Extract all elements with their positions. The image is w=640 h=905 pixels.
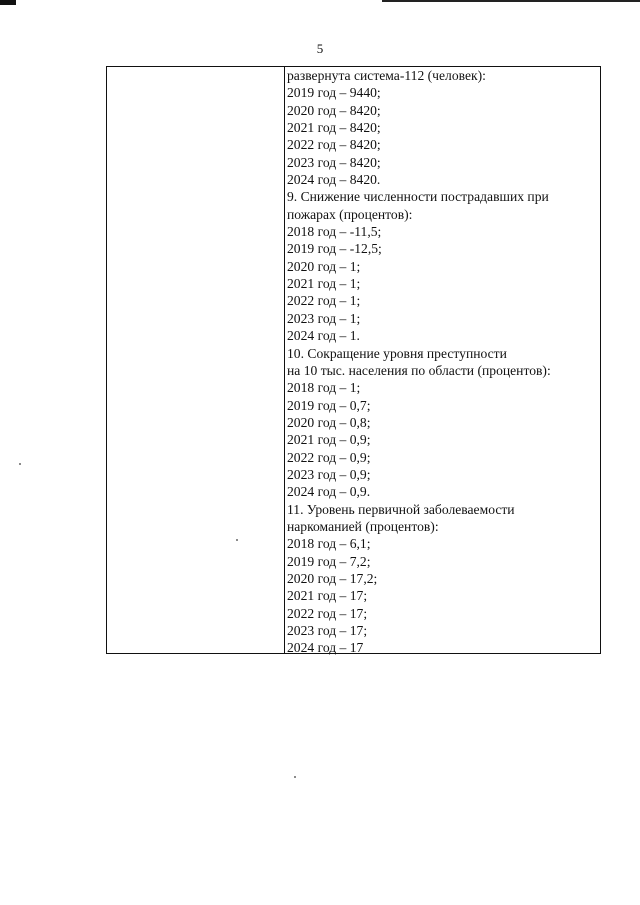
table-text-line: 2023 год – 8420; <box>287 154 381 170</box>
scan-speck <box>236 539 238 541</box>
table-text-line: 2022 год – 0,9; <box>287 449 371 465</box>
table-column-divider <box>284 67 285 653</box>
table-text-line: 2023 год – 1; <box>287 310 361 326</box>
table-text-line: 2022 год – 8420; <box>287 137 381 153</box>
scan-speck <box>19 463 21 465</box>
table-text-line: 11. Уровень первичной заболеваемости <box>287 501 515 517</box>
scan-artifact-line <box>382 0 640 2</box>
table-text-line: развернута система-112 (человек): <box>287 68 486 83</box>
table-text-line: 2020 год – 8420; <box>287 102 381 118</box>
table-text-line: 2023 год – 17; <box>287 623 368 638</box>
scan-speck <box>294 776 296 778</box>
table-text-line: 2020 год – 1; <box>287 258 361 274</box>
table-text-line: 10. Сокращение уровня преступности <box>287 345 507 361</box>
table-text-line: 2021 год – 17; <box>287 588 368 604</box>
table-text-line: 2022 год – 17; <box>287 605 368 621</box>
table-text-line: 2018 год – 6,1; <box>287 536 371 552</box>
table-text-line: 2021 год – 0,9; <box>287 432 371 448</box>
table-text-line: наркоманией (процентов): <box>287 518 439 534</box>
document-table <box>106 66 601 654</box>
table-text-line: 2021 год – 1; <box>287 276 361 292</box>
table-text-line: 2024 год – 17 <box>287 640 364 656</box>
table-text-line: 2020 год – 0,8; <box>287 414 371 430</box>
table-text-line: 2019 год – 0,7; <box>287 397 371 413</box>
table-text-line: пожарах (процентов): <box>287 206 413 222</box>
table-text-line: 2021 год – 8420; <box>287 120 381 136</box>
table-text-line: 2022 год – 1; <box>287 293 361 309</box>
table-text-line: 2019 год – -12,5; <box>287 241 382 257</box>
table-text-line: 2023 год – 0,9; <box>287 466 371 482</box>
table-text-line: 2019 год – 7,2; <box>287 553 371 569</box>
table-text-line: 2024 год – 1. <box>287 328 360 344</box>
table-cell-left <box>107 67 284 653</box>
table-cell-right <box>287 67 598 657</box>
table-text-line: 2024 год – 8420. <box>287 172 381 188</box>
table-text-line: 2024 год – 0,9. <box>287 484 371 500</box>
table-text-line: 2018 год – 1; <box>287 380 361 396</box>
table-text-line: 2018 год – -11,5; <box>287 224 382 240</box>
table-text-line: 9. Снижение численности пострадавших при <box>287 189 549 205</box>
table-text-line: на 10 тыс. населения по области (процентов): <box>287 362 551 378</box>
page-number: 5 <box>316 41 324 56</box>
scan-artifact-mark <box>0 0 16 5</box>
table-text-line: 2020 год – 17,2; <box>287 570 378 586</box>
table-text-line: 2019 год – 9440; <box>287 85 381 101</box>
